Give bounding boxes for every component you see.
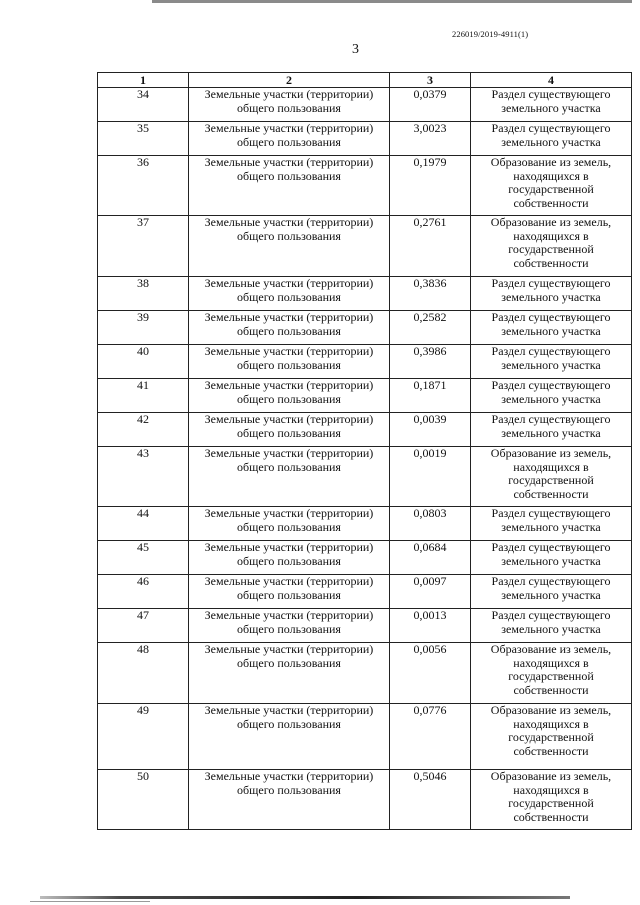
table-row bbox=[98, 216, 632, 277]
cell-formation-method: Образование из земель, находящихся в государственной собственности bbox=[471, 216, 632, 277]
table-row bbox=[98, 311, 632, 345]
cell-formation-method: Раздел существующего земельного участка bbox=[471, 413, 632, 447]
table-row bbox=[98, 447, 632, 507]
cell-plot-type: Земельные участки (территории) общего пользования bbox=[189, 575, 390, 609]
table-header bbox=[98, 73, 632, 88]
table-row bbox=[98, 541, 632, 575]
cell-area: 0,0379 bbox=[390, 88, 471, 122]
cell-formation-method: Образование из земель, находящихся в государственной собственности bbox=[471, 156, 632, 216]
scan-bottom-edge-line bbox=[40, 896, 570, 899]
cell-area: 3,0023 bbox=[390, 122, 471, 156]
cell-area: 0,0684 bbox=[390, 541, 471, 575]
cell-row-number: 35 bbox=[98, 122, 189, 156]
cell-row-number: 42 bbox=[98, 413, 189, 447]
cell-formation-method: Раздел существующего земельного участка bbox=[471, 379, 632, 413]
cell-area: 0,0776 bbox=[390, 704, 471, 770]
cell-formation-method: Раздел существующего земельного участка bbox=[471, 575, 632, 609]
header-col-1: 1 bbox=[98, 73, 189, 88]
table-row bbox=[98, 277, 632, 311]
cell-plot-type: Земельные участки (территории) общего пользования bbox=[189, 216, 390, 277]
table-row bbox=[98, 345, 632, 379]
cell-plot-type: Земельные участки (территории) общего пользования bbox=[189, 413, 390, 447]
table-row bbox=[98, 413, 632, 447]
cell-formation-method: Образование из земель, находящихся в государственной собственности bbox=[471, 770, 632, 830]
header-col-3: 3 bbox=[390, 73, 471, 88]
cell-row-number: 44 bbox=[98, 507, 189, 541]
cell-plot-type: Земельные участки (территории) общего пользования bbox=[189, 541, 390, 575]
cell-plot-type: Земельные участки (территории) общего пользования bbox=[189, 447, 390, 507]
cell-row-number: 40 bbox=[98, 345, 189, 379]
cell-plot-type: Земельные участки (территории) общего пользования bbox=[189, 156, 390, 216]
cell-area: 0,0803 bbox=[390, 507, 471, 541]
cell-area: 0,0019 bbox=[390, 447, 471, 507]
cell-formation-method: Образование из земель, находящихся в государственной собственности bbox=[471, 643, 632, 704]
cell-row-number: 48 bbox=[98, 643, 189, 704]
cell-row-number: 45 bbox=[98, 541, 189, 575]
cell-area: 0,2761 bbox=[390, 216, 471, 277]
table-row bbox=[98, 379, 632, 413]
cell-formation-method: Раздел существующего земельного участка bbox=[471, 311, 632, 345]
document-registration-number: 226019/2019-4911(1) bbox=[452, 29, 529, 39]
cell-plot-type: Земельные участки (территории) общего пользования bbox=[189, 704, 390, 770]
cell-row-number: 36 bbox=[98, 156, 189, 216]
cell-formation-method: Раздел существующего земельного участка bbox=[471, 609, 632, 643]
header-col-4: 4 bbox=[471, 73, 632, 88]
cell-formation-method: Образование из земель, находящихся в государственной собственности bbox=[471, 704, 632, 770]
table-row bbox=[98, 575, 632, 609]
cell-formation-method: Раздел существующего земельного участка bbox=[471, 88, 632, 122]
cell-formation-method: Раздел существующего земельного участка bbox=[471, 122, 632, 156]
cell-plot-type: Земельные участки (территории) общего пользования bbox=[189, 277, 390, 311]
table-row bbox=[98, 88, 632, 122]
cell-plot-type: Земельные участки (территории) общего пользования bbox=[189, 88, 390, 122]
cell-area: 0,0039 bbox=[390, 413, 471, 447]
cell-row-number: 46 bbox=[98, 575, 189, 609]
table-row bbox=[98, 122, 632, 156]
cell-area: 0,0056 bbox=[390, 643, 471, 704]
table-body bbox=[98, 88, 632, 830]
header-row bbox=[98, 73, 632, 88]
cell-row-number: 50 bbox=[98, 770, 189, 830]
cell-formation-method: Раздел существующего земельного участка bbox=[471, 507, 632, 541]
cell-plot-type: Земельные участки (территории) общего пользования bbox=[189, 507, 390, 541]
cell-area: 0,5046 bbox=[390, 770, 471, 830]
cell-plot-type: Земельные участки (территории) общего пользования bbox=[189, 770, 390, 830]
header-col-2: 2 bbox=[189, 73, 390, 88]
cell-formation-method: Раздел существующего земельного участка bbox=[471, 345, 632, 379]
table-row bbox=[98, 704, 632, 770]
cell-row-number: 49 bbox=[98, 704, 189, 770]
scan-bottom-edge-artifact bbox=[30, 901, 150, 902]
table-row bbox=[98, 507, 632, 541]
cell-plot-type: Земельные участки (территории) общего пользования bbox=[189, 609, 390, 643]
land-plots-table bbox=[97, 72, 632, 830]
cell-row-number: 34 bbox=[98, 88, 189, 122]
cell-area: 0,0013 bbox=[390, 609, 471, 643]
page-number: 3 bbox=[352, 42, 359, 57]
cell-area: 0,3986 bbox=[390, 345, 471, 379]
cell-plot-type: Земельные участки (территории) общего пользования bbox=[189, 345, 390, 379]
cell-plot-type: Земельные участки (территории) общего пользования bbox=[189, 122, 390, 156]
cell-row-number: 47 bbox=[98, 609, 189, 643]
table-row bbox=[98, 156, 632, 216]
cell-area: 0,1871 bbox=[390, 379, 471, 413]
scan-top-edge-line bbox=[152, 0, 632, 3]
cell-row-number: 37 bbox=[98, 216, 189, 277]
cell-plot-type: Земельные участки (территории) общего пользования bbox=[189, 379, 390, 413]
cell-row-number: 39 bbox=[98, 311, 189, 345]
cell-plot-type: Земельные участки (территории) общего пользования bbox=[189, 311, 390, 345]
table-row bbox=[98, 609, 632, 643]
cell-formation-method: Раздел существующего земельного участка bbox=[471, 277, 632, 311]
table-row bbox=[98, 643, 632, 704]
cell-area: 0,1979 bbox=[390, 156, 471, 216]
cell-row-number: 43 bbox=[98, 447, 189, 507]
cell-plot-type: Земельные участки (территории) общего пользования bbox=[189, 643, 390, 704]
cell-row-number: 41 bbox=[98, 379, 189, 413]
cell-area: 0,0097 bbox=[390, 575, 471, 609]
cell-area: 0,3836 bbox=[390, 277, 471, 311]
cell-formation-method: Образование из земель, находящихся в государственной собственности bbox=[471, 447, 632, 507]
table-row bbox=[98, 770, 632, 830]
cell-row-number: 38 bbox=[98, 277, 189, 311]
cell-formation-method: Раздел существующего земельного участка bbox=[471, 541, 632, 575]
cell-area: 0,2582 bbox=[390, 311, 471, 345]
